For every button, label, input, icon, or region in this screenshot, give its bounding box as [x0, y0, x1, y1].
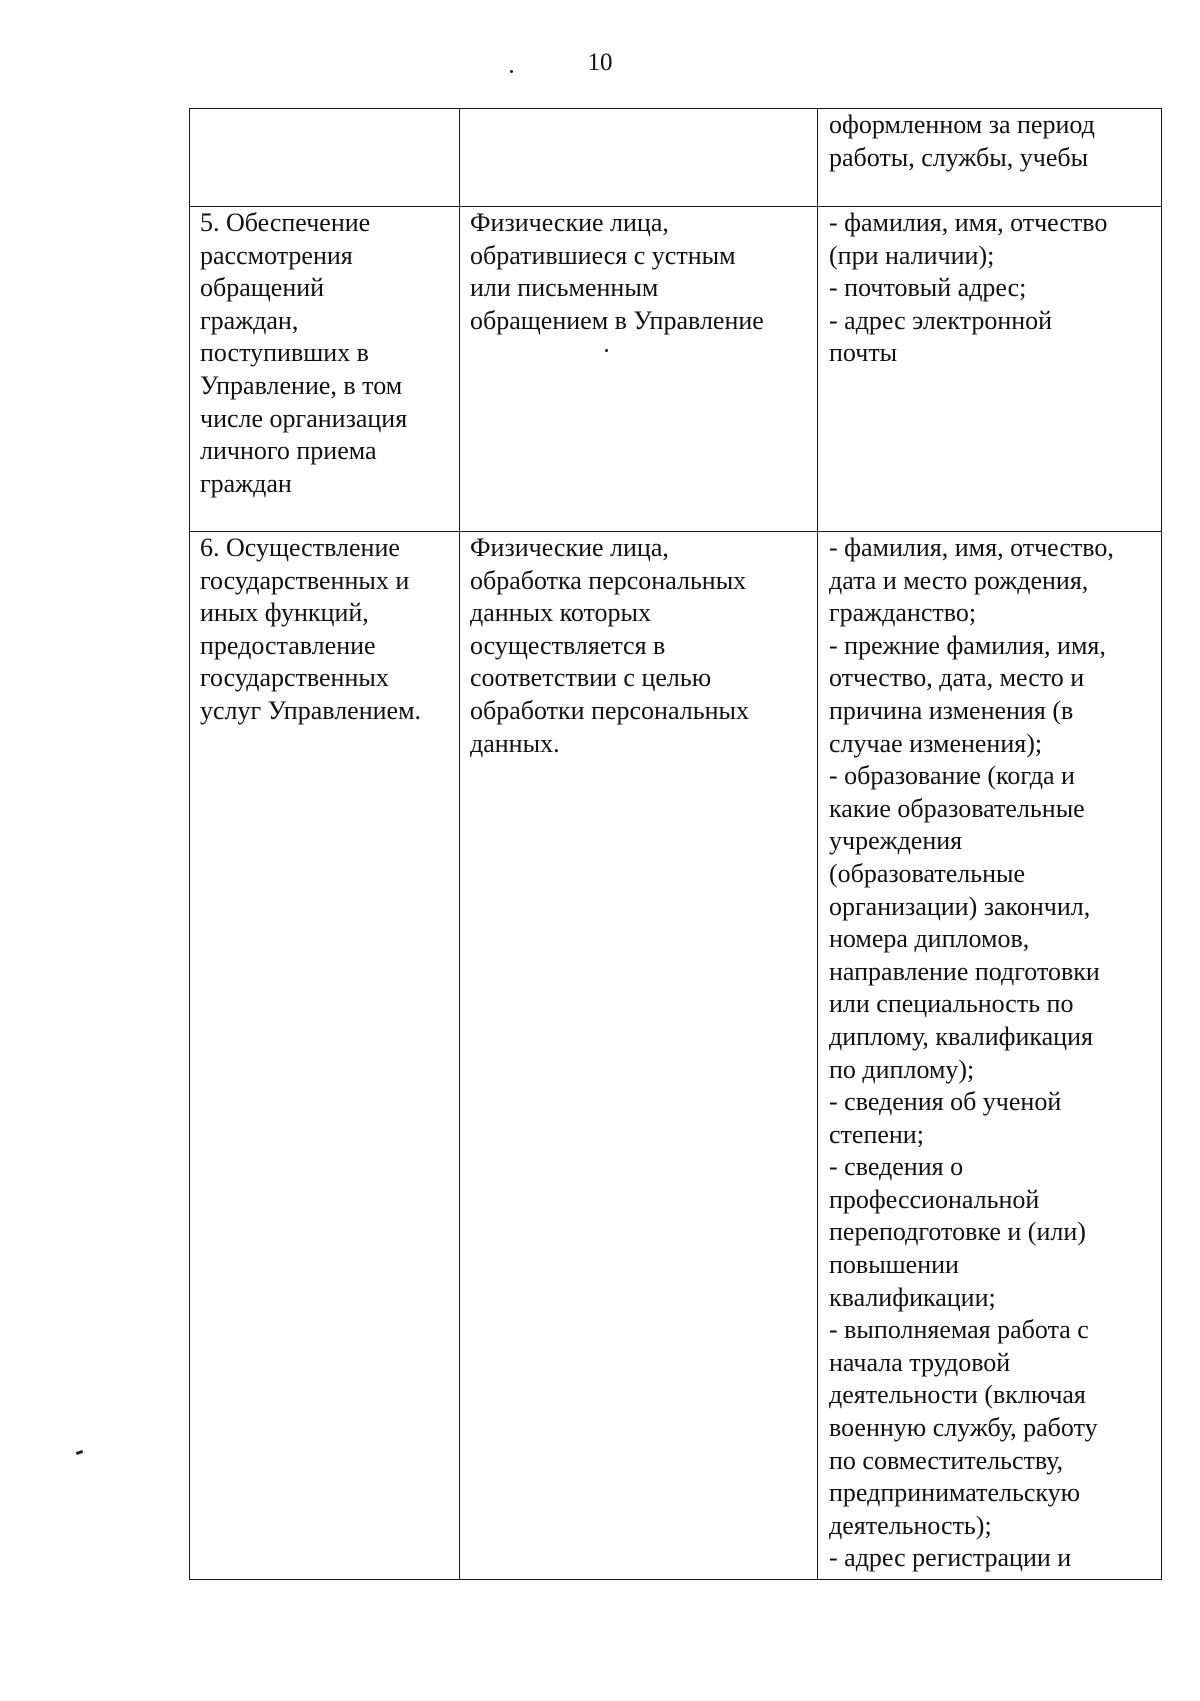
scan-speck [510, 70, 513, 73]
data-list-cell: - фамилия, имя, отчество (при наличии); - почтовый адрес; - адрес электронной почты [818, 207, 1162, 532]
personal-data-table [189, 108, 1162, 1580]
page-number: 10 [587, 49, 613, 76]
table-row [190, 207, 1162, 532]
data-list-cell: оформленном за период работы, службы, учебы [818, 109, 1162, 207]
purpose-cell: 6. Осуществление государственных и иных функций, предоставление государственных услуг Управлением. [190, 532, 460, 1580]
data-list-cell: - фамилия, имя, отчество, дата и место рождения, гражданство; - прежние фамилия, имя, отчество, дата, место и причина изменения (в случае изменения); - образование (когда и какие образовательные учреждения (образовательные организации) закончил, номера дипломов, направление подготовки или специальность по диплому, квалификация по диплому); - сведения об ученой степени; - сведения о профессиональной переподготовке и (или) повышении квалификации; - выполняемая работа с начала трудовой деятельности (включая военную службу, работу по совместительству, предпринимательскую деятельность); - адрес регистрации и [818, 532, 1162, 1580]
purpose-cell [190, 109, 460, 207]
subjects-cell: Физические лица, обратившиеся с устным или письменным обращением в Управление [460, 207, 818, 532]
table-row [190, 109, 1162, 207]
table-row [190, 532, 1162, 1580]
subjects-cell [460, 109, 818, 207]
subjects-cell: Физические лица, обработка персональных данных которых осуществляется в соответствии с целью обработки персональных данных. [460, 532, 818, 1580]
purpose-cell: 5. Обеспечение рассмотрения обращений граждан, поступивших в Управление, в том числе организация личного приема граждан [190, 207, 460, 532]
scan-speck [76, 1450, 84, 1455]
